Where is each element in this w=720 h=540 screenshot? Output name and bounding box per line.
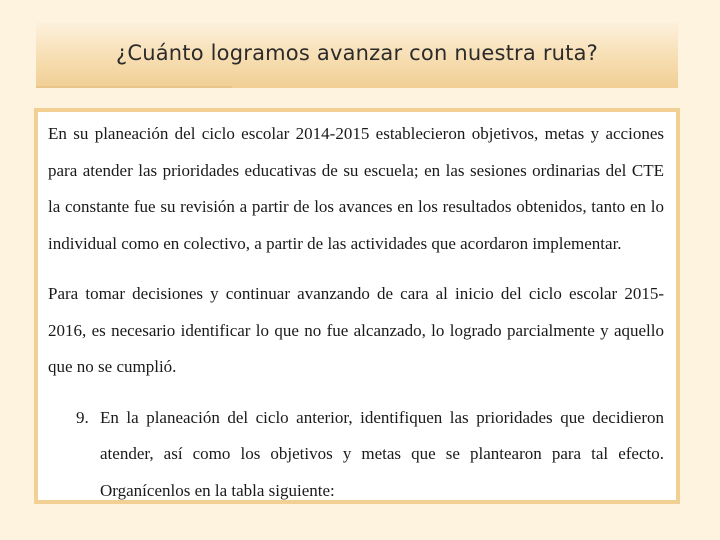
slide-title-bar <box>36 22 678 88</box>
content-frame <box>34 108 680 504</box>
paragraph-planning: En su planeación del ciclo escolar 2014-2015 establecieron objetivos, metas y acciones para atender las prioridades educativas de su escuela; en las sesiones ordinarias del CTE la constante fue su revisión a partir de los avances en los resultados obtenidos, tanto en lo individual como en colectivo, a partir de las actividades que acordaron implementar. <box>48 124 664 253</box>
content-body <box>48 116 664 509</box>
list-item-number: 9. <box>76 407 89 427</box>
list-item <box>48 400 664 510</box>
list-item-text: En la planeación del ciclo anterior, identifiquen las prioridades que decidieron atender, así como los objetivos y metas que se plantearon para tal efecto. Organícenlos en la tabla siguiente: <box>100 407 664 500</box>
title-underline <box>36 86 232 88</box>
slide-title: ¿Cuánto logramos avanzar con nuestra ruta? <box>115 41 599 65</box>
paragraph-decisions: Para tomar decisiones y continuar avanzando de cara al inicio del ciclo escolar 2015-2016, es necesario identificar lo que no fue alcanzado, lo logrado parcialmente y aquello que no se cumplió. <box>48 284 664 376</box>
